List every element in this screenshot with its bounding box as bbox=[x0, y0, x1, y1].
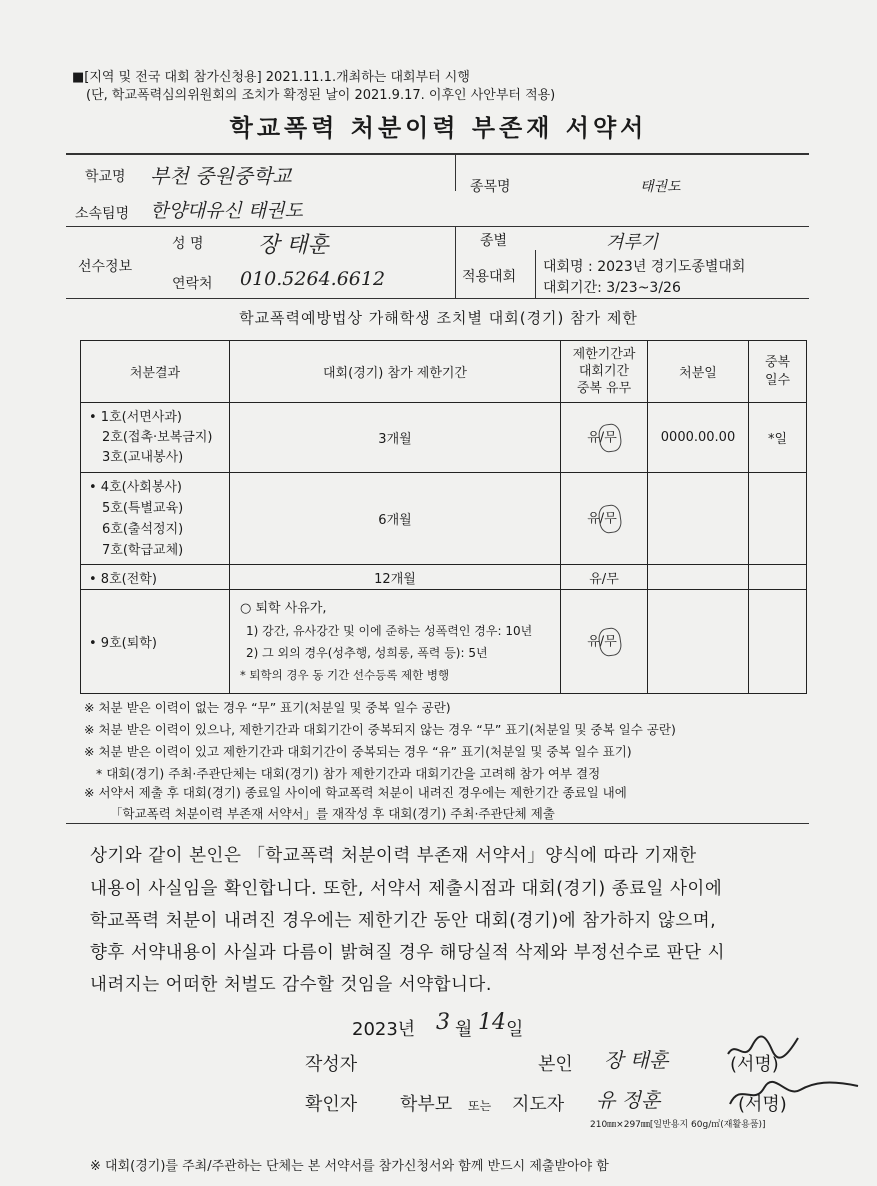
self-sign-label: (서명) bbox=[730, 1054, 779, 1075]
confirmer-label: 확인자 bbox=[305, 1094, 358, 1115]
apply-tournament-label: 적용대회 bbox=[462, 269, 517, 285]
contact-value: 010.5264.6612 bbox=[240, 268, 386, 290]
statement-line-1: 상기와 같이 본인은 「학교폭력 처분이력 부존재 서약서」양식에 따라 기재한 bbox=[90, 846, 697, 866]
tournament-period: 대회기간: 3/23~3/26 bbox=[543, 280, 681, 296]
date-month-label: 월 bbox=[455, 1019, 473, 1040]
category-label: 종별 bbox=[480, 233, 508, 249]
team-value: 한양대유신 태권도 bbox=[150, 200, 303, 222]
category-value: 겨루기 bbox=[606, 232, 659, 253]
name-label: 성 명 bbox=[172, 236, 204, 252]
table-header-row bbox=[81, 341, 807, 403]
note-4: * 대회(경기) 주최·주관단체는 대회(경기) 참가 제한기간과 대회기간을 고려해 참가 여부 결정 bbox=[96, 766, 601, 781]
date-day-value: 14 bbox=[478, 1010, 506, 1035]
row-1-days: *일 bbox=[749, 403, 807, 473]
row-2-results: • 4호(사회봉사) 5호(특별교육) 6호(출석정지) 7호(학급교체) bbox=[81, 473, 230, 565]
header-overlap: 제한기간과 대회기간 중복 유무 bbox=[561, 341, 648, 403]
row-4-period: ○ 퇴학 사유가, 1) 강간, 유사강간 및 이에 준하는 성폭력인 경우: 10년 2) 그 외의 경우(성추행, 성희롱, 폭력 등): 5년 * 퇴학의 경우 동 기간 선수등록 제한 병행 bbox=[230, 590, 561, 694]
header-period: 대회(경기) 참가 제한기간 bbox=[230, 341, 561, 403]
table-row bbox=[81, 403, 807, 473]
table-row bbox=[81, 590, 807, 694]
paper-spec: 210㎜×297㎜[일반용지 60g/㎡(재활용품)] bbox=[590, 1120, 766, 1130]
date-year: 2023년 bbox=[352, 1019, 416, 1040]
circle-mark-icon bbox=[597, 422, 623, 453]
contact-label: 연락처 bbox=[172, 276, 213, 292]
row-2-date bbox=[648, 473, 749, 565]
date-month-value: 3 bbox=[436, 1010, 450, 1035]
row-4-days bbox=[749, 590, 807, 694]
note-6: 「학교폭력 처분이력 부존재 서약서」를 재작성 후 대회(경기) 주최·주관단체 제출 bbox=[110, 806, 555, 821]
date-day-label: 일 bbox=[506, 1019, 524, 1040]
tournament-name: 대회명 : 2023년 경기도종별대회 bbox=[543, 259, 746, 275]
row-4-overlap: 유/무 bbox=[561, 590, 648, 694]
statement-line-4: 향후 서약내용이 사실과 다름이 밝혀질 경우 해당실적 삭제와 부정선수로 판단 시 bbox=[90, 943, 725, 963]
row-2-period: 6개월 bbox=[230, 473, 561, 565]
name-value: 장 태훈 bbox=[258, 233, 329, 258]
row-4-results: • 9호(퇴학) bbox=[81, 590, 230, 694]
row-3-overlap: 유/무 bbox=[561, 565, 648, 590]
row-1-results: • 1호(서면사과) 2호(접촉·보복금지) 3호(교내봉사) bbox=[81, 403, 230, 473]
self-label: 본인 bbox=[538, 1054, 573, 1075]
school-label: 학교명 bbox=[85, 169, 126, 185]
school-value: 부천 중원중학교 bbox=[150, 164, 292, 188]
circle-mark-icon bbox=[597, 503, 623, 534]
parent-label: 학부모 bbox=[400, 1094, 453, 1115]
row-3-period: 12개월 bbox=[230, 565, 561, 590]
row-4-date bbox=[648, 590, 749, 694]
table-caption: 학교폭력예방법상 가해학생 조치별 대회(경기) 참가 제한 bbox=[239, 309, 638, 327]
statement-line-3: 학교폭력 처분이 내려진 경우에는 제한기간 동안 대회(경기)에 참가하지 않으며, bbox=[90, 911, 717, 931]
note-2: ※ 처분 받은 이력이 있으나, 제한기간과 대회기간이 중복되지 않는 경우 “무” 표기(처분일 및 중복 일수 공란) bbox=[84, 722, 676, 737]
header-result: 처분결과 bbox=[81, 341, 230, 403]
event-label: 종목명 bbox=[470, 179, 511, 195]
header-line-2: (단, 학교폭력심의위원회의 조치가 확정된 날이 2021.9.17. 이후인 사안부터 적용) bbox=[86, 88, 556, 103]
note-1: ※ 처분 받은 이력이 없는 경우 “무” 표기(처분일 및 중복 일수 공란) bbox=[84, 700, 451, 715]
header-days: 중복 일수 bbox=[749, 341, 807, 403]
row-3-results: • 8호(전학) bbox=[81, 565, 230, 590]
statement-line-5: 내려지는 어떠한 처벌도 감수할 것임을 서약합니다. bbox=[90, 975, 492, 995]
writer-label: 작성자 bbox=[305, 1054, 358, 1075]
row-2-days bbox=[749, 473, 807, 565]
team-label: 소속팀명 bbox=[75, 206, 130, 222]
table-row bbox=[81, 473, 807, 565]
footer-note: ※ 대회(경기)를 주최/주관하는 단체는 본 서약서를 참가신청서와 함께 반드시 제출받아야 함 bbox=[90, 1159, 609, 1174]
row-1-period: 3개월 bbox=[230, 403, 561, 473]
row-1-date: 0000.00.00 bbox=[648, 403, 749, 473]
coach-label: 지도자 bbox=[512, 1094, 565, 1115]
coach-name: 유 정훈 bbox=[596, 1088, 661, 1112]
document-title: 학교폭력 처분이력 부존재 서약서 bbox=[229, 114, 648, 142]
table-row bbox=[81, 565, 807, 590]
signature-scribble-icon bbox=[722, 1032, 802, 1066]
circle-mark-icon bbox=[597, 626, 623, 657]
or-label: 또는 bbox=[468, 1099, 492, 1113]
self-name: 장 태훈 bbox=[604, 1048, 669, 1072]
sanction-table bbox=[80, 340, 807, 694]
coach-sign-label: (서명) bbox=[738, 1094, 787, 1115]
header-line-1: ■[지역 및 전국 대회 참가신청용] 2021.11.1.개최하는 대회부터 시행 bbox=[72, 70, 470, 85]
row-3-date bbox=[648, 565, 749, 590]
event-value: 태권도 bbox=[640, 179, 681, 195]
row-1-overlap: 유/무 bbox=[561, 403, 648, 473]
note-3: ※ 처분 받은 이력이 있고 제한기간과 대회기간이 중복되는 경우 “유” 표기(처분일 및 중복 일수 표기) bbox=[84, 744, 632, 759]
note-5: ※ 서약서 제출 후 대회(경기) 종료일 사이에 학교폭력 처분이 내려진 경우에는 제한기간 종료일 내에 bbox=[84, 785, 627, 800]
signature-scribble-icon bbox=[720, 1076, 862, 1110]
row-3-days bbox=[749, 565, 807, 590]
row-2-overlap: 유/무 bbox=[561, 473, 648, 565]
header-date: 처분일 bbox=[648, 341, 749, 403]
statement-line-2: 내용이 사실임을 확인합니다. 또한, 서약서 제출시점과 대회(경기) 종료일 사이에 bbox=[90, 879, 723, 899]
player-info-label: 선수정보 bbox=[78, 259, 133, 275]
